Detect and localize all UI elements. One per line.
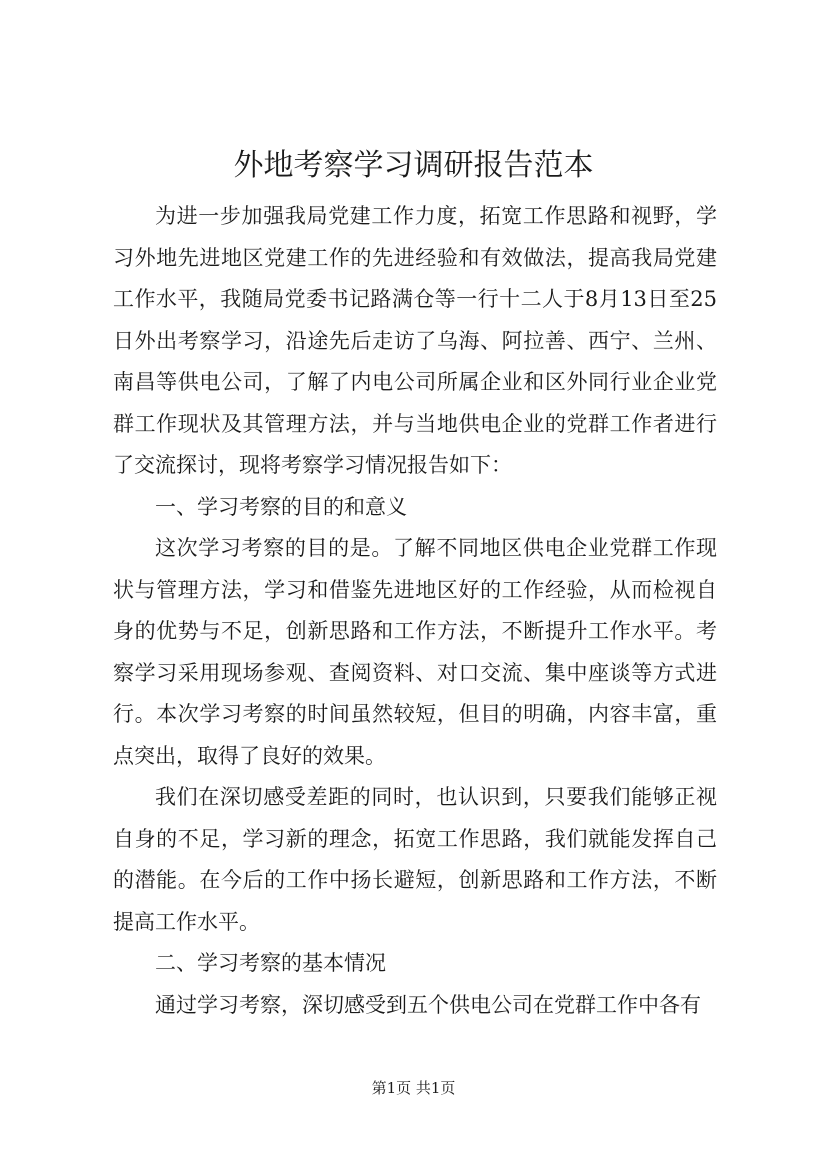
text-line: 自身的不足，学习新的理念，拓宽工作思路，我们就能发挥自己 [113, 826, 717, 851]
page-title: 外地考察学习调研报告范本 [233, 148, 594, 183]
paragraph [113, 777, 717, 943]
text-line: 习外地先进地区党建工作的先进经验和有效做法，提高我局党建 [113, 245, 717, 270]
document-body [113, 196, 717, 1026]
paragraph [113, 528, 717, 777]
text-line: 察学习采用现场参观、查阅资料、对口交流、集中座谈等方式进 [113, 660, 717, 685]
text-line: 日外出考察学习，沿途先后走访了乌海、阿拉善、西宁、兰州、 [113, 328, 717, 353]
text-line: 行。本次学习考察的时间虽然较短，但目的明确，内容丰富，重 [113, 702, 717, 726]
paragraph [113, 487, 717, 529]
paragraph [113, 196, 717, 487]
text-line: 点突出，取得了良好的效果。 [113, 743, 386, 768]
text-line: 提高工作水平。 [113, 909, 260, 934]
paragraph [113, 943, 717, 985]
text-line: 了交流探讨，现将考察学习情况报告如下： [113, 453, 512, 477]
text-line: 群工作现状及其管理方法，并与当地供电企业的党群工作者进行 [113, 411, 717, 436]
text-line: 工作水平，我随局党委书记路满仓等一行十二人于8月13日至25 [113, 287, 717, 311]
text-line: 的潜能。在今后的工作中扬长避短，创新思路和工作方法，不断 [113, 868, 717, 892]
text-line: 这次学习考察的目的是。了解不同地区供电企业党群工作现 [155, 536, 717, 560]
text-line: 通过学习考察，深切感受到五个供电公司在党群工作中各有 [155, 992, 701, 1017]
page-footer: 第1页 共1页 [371, 1079, 456, 1097]
text-line: 身的优势与不足，创新思路和工作方法，不断提升工作水平。考 [113, 619, 717, 643]
text-line: 我们在深切感受差距的同时，也认识到，只要我们能够正视 [155, 785, 717, 809]
paragraph [113, 985, 717, 1027]
text-line: 状与管理方法，学习和借鉴先进地区好的工作经验，从而检视自 [113, 577, 717, 602]
text-line: 二、学习考察的基本情况 [155, 951, 386, 975]
text-line: 为进一步加强我局党建工作力度，拓宽工作思路和视野，学 [155, 204, 717, 228]
text-line: 一、学习考察的目的和意义 [155, 494, 407, 519]
text-line: 南昌等供电公司，了解了内电公司所属企业和区外同行业企业党 [113, 370, 717, 394]
